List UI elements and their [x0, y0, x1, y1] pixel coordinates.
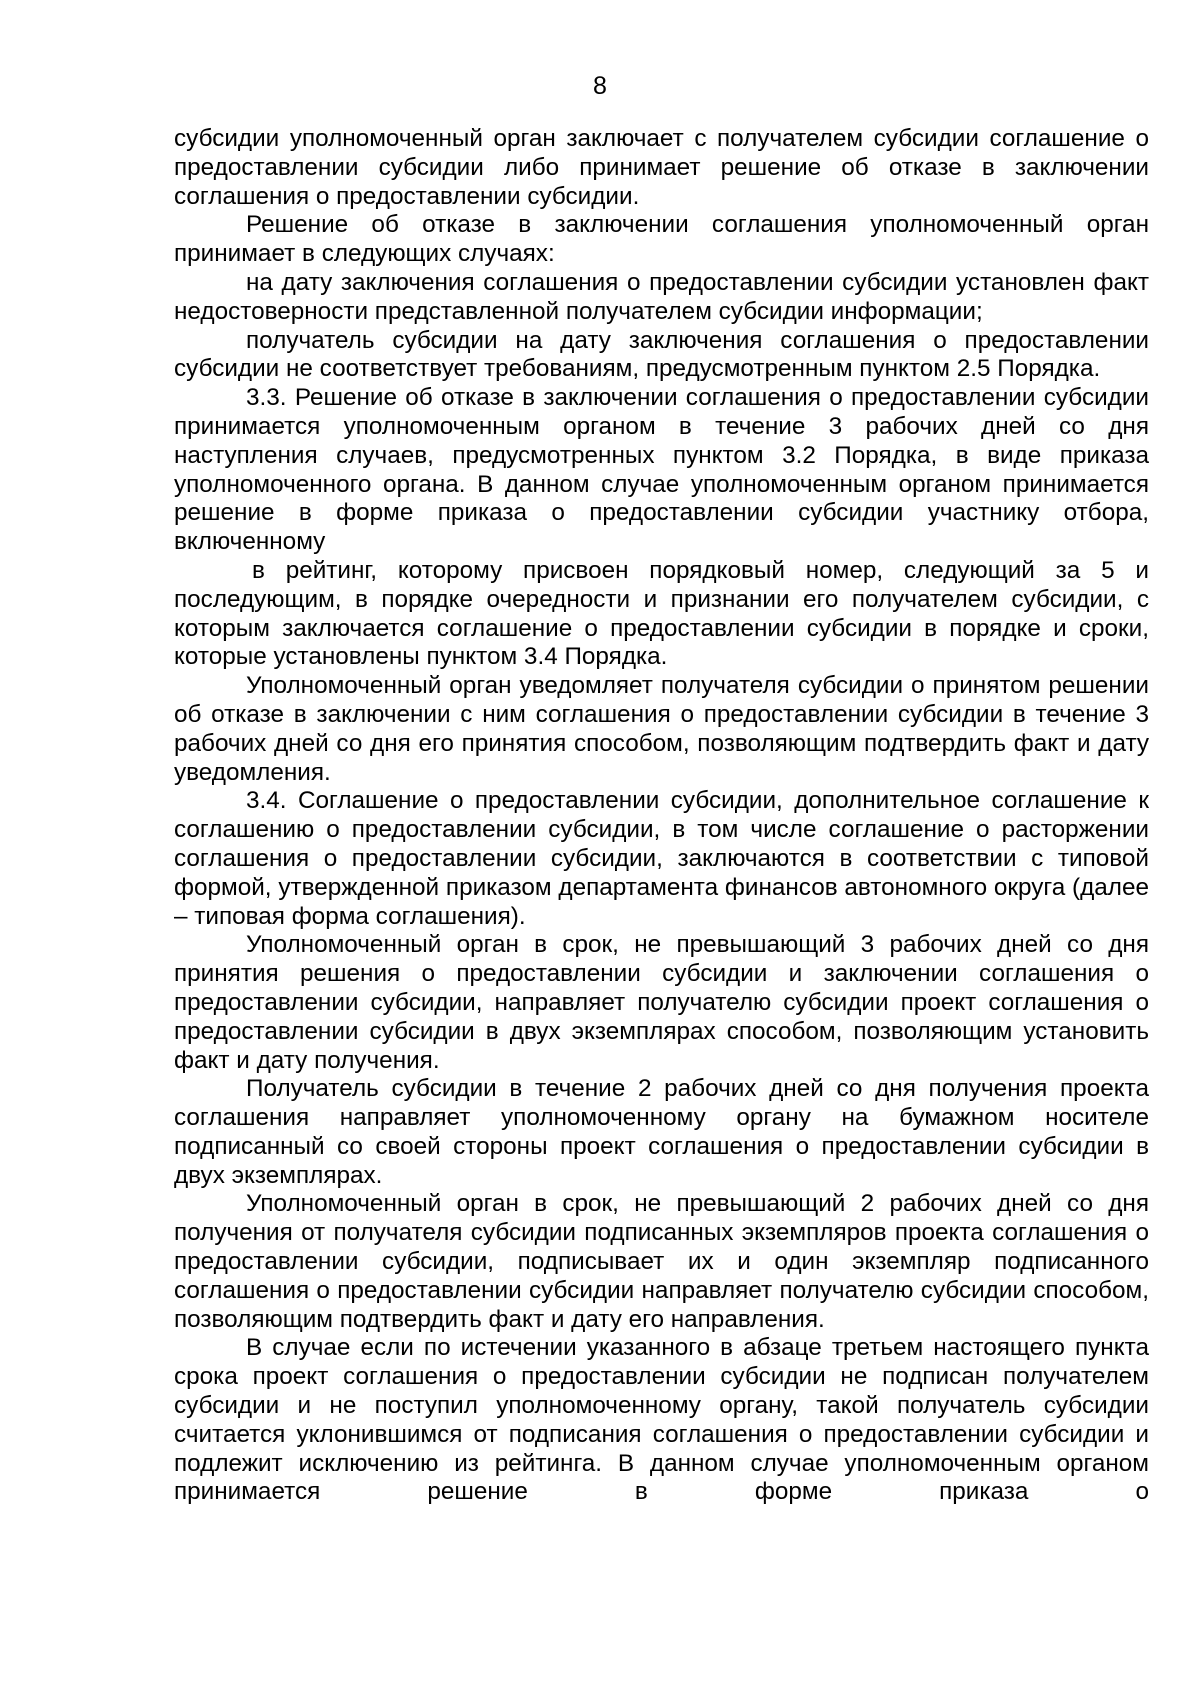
paragraph-5: 3.3. Решение об отказе в заключении соглашения о предоставлении субсидии принимается уполномоченным органом в течение 3 рабочих дней со дня наступления случаев, предусмотренных пунктом 3.2 Порядка, в виде приказа уполномоченного органа. В данном случае уполномоченным органом принимается решение в форме приказа о предоставлении субсидии участнику отбора, включенному [174, 384, 1149, 556]
paragraph-10: Получатель субсидии в течение 2 рабочих дней со дня получения проекта соглашения направляет уполномоченному органу на бумажном носителе подписанный со своей стороны проект соглашения о предоставлении субсидии в двух экземплярах. [174, 1075, 1149, 1189]
paragraph-6: в рейтинг, которому присвоен порядковый номер, следующий за 5 и последующим, в порядке очередности и признании его получателем субсидии, с которым заключается соглашение о предоставлении субсидии в порядке и сроки, которые установлены пунктом 3.4 Порядка. [174, 556, 1149, 671]
document-body [174, 125, 1149, 1507]
paragraph-7: Уполномоченный орган уведомляет получателя субсидии о принятом решении об отказе в заключении с ним соглашения о предоставлении субсидии в течение 3 рабочих дней со дня его принятия способом, позволяющим подтвердить факт и дату уведомления. [174, 672, 1149, 786]
paragraph-9: Уполномоченный орган в срок, не превышающий 3 рабочих дней со дня принятия решения о предоставлении субсидии и заключении соглашения о предоставлении субсидии, направляет получателю субсидии проект соглашения о предоставлении субсидии в двух экземплярах способом, позволяющим установить факт и дату получения. [174, 931, 1149, 1074]
paragraph-12: В случае если по истечении указанного в абзаце третьем настоящего пункта срока проект соглашения о предоставлении субсидии не подписан получателем субсидии и не поступил уполномоченному органу, такой получатель субсидии считается уклонившимся от подписания соглашения о предоставлении субсидии и подлежит исключению из рейтинга. В данном случае уполномоченным органом принимается решение в форме приказа о [174, 1334, 1149, 1506]
paragraph-11: Уполномоченный орган в срок, не превышающий 2 рабочих дней со дня получения от получателя субсидии подписанных экземпляров проекта соглашения о предоставлении субсидии, подписывает их и один экземпляр подписанного соглашения о предоставлении субсидии направляет получателю субсидии способом, позволяющим подтвердить факт и дату его направления. [174, 1190, 1149, 1333]
paragraph-4: получатель субсидии на дату заключения соглашения о предоставлении субсидии не соответствует требованиям, предусмотренным пунктом 2.5 Порядка. [174, 326, 1149, 383]
paragraph-1: субсидии уполномоченный орган заключает с получателем субсидии соглашение о предоставлении субсидии либо принимает решение об отказе в заключении соглашения о предоставлении субсидии. [174, 125, 1149, 210]
paragraph-8: 3.4. Соглашение о предоставлении субсидии, дополнительное соглашение к соглашению о предоставлении субсидии, в том числе соглашение о расторжении соглашения о предоставлении субсидии, заключаются в соответствии с типовой формой, утвержденной приказом департамента финансов автономного округа (далее – типовая форма соглашения). [174, 787, 1149, 930]
paragraph-2: Решение об отказе в заключении соглашения уполномоченный орган принимает в следующих случаях: [174, 211, 1149, 268]
page-number: 8 [593, 72, 607, 100]
paragraph-3: на дату заключения соглашения о предоставлении субсидии установлен факт недостоверности представленной получателем субсидии информации; [174, 268, 1149, 325]
